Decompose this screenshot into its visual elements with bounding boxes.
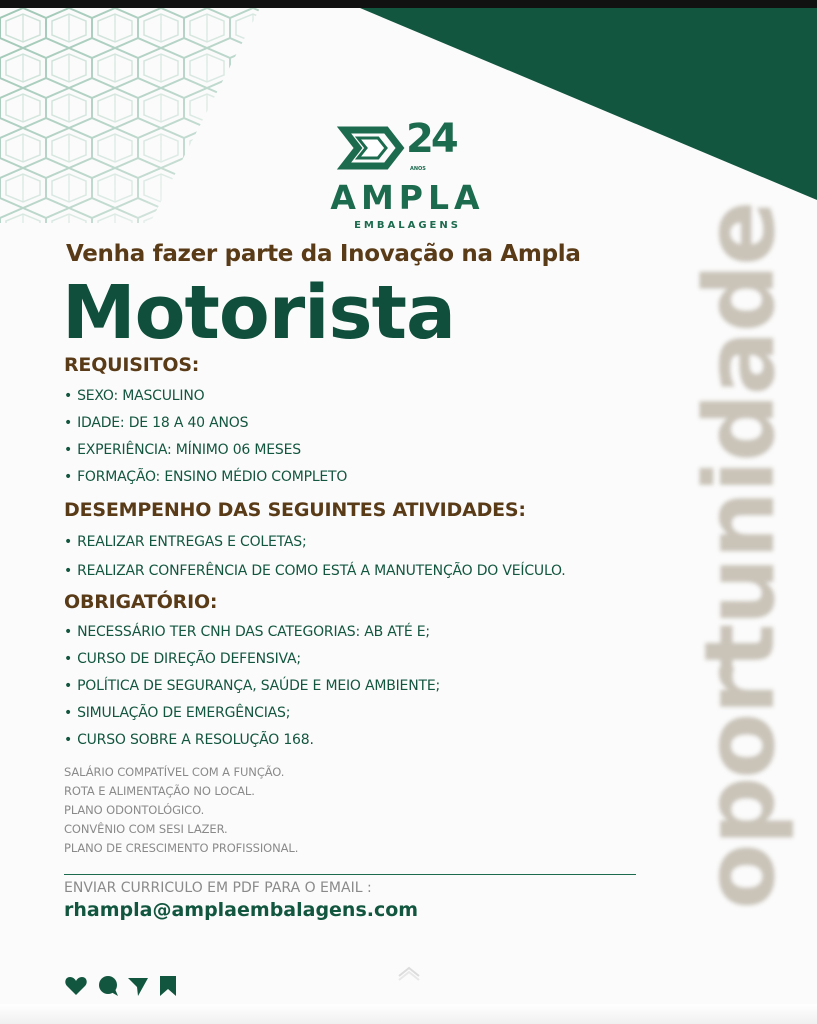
atividade-item: • REALIZAR ENTREGAS E COLETAS; [64,534,307,550]
vertical-word-oportunidade: oportunidade [684,202,796,910]
contact-email: rhampla@amplaembalagens.com [64,899,419,921]
requisito-item: • SEXO: MASCULINO [64,388,205,404]
benefit-item: CONVÊNIO COM SESI LAZER. [64,822,228,836]
contact-label: ENVIAR CURRICULO EM PDF PARA O EMAIL : [64,880,372,896]
comment-icon[interactable] [96,974,120,998]
atividade-item: • REALIZAR CONFERÊNCIA DE COMO ESTÁ A MANUTENÇÃO DO VEÍCULO. [64,563,566,579]
requisitos-heading: REQUISITOS: [64,354,200,376]
obrigatorio-item: • SIMULAÇÃO DE EMERGÊNCIAS; [64,705,291,721]
hexagon-pattern-decoration [0,8,260,223]
bookmark-icon[interactable] [156,974,180,998]
benefit-item: SALÁRIO COMPATÍVEL COM A FUNÇÃO. [64,765,285,779]
heart-icon[interactable] [64,974,88,998]
status-bar [0,0,817,8]
job-title: Motorista [62,270,455,356]
logo-years: 24 [406,116,456,162]
benefit-item: ROTA E ALIMENTAÇÃO NO LOCAL. [64,784,255,798]
logo-anos-label: ANOS [410,166,426,172]
bottom-shadow [0,1004,817,1024]
obrigatorio-item: • CURSO SOBRE A RESOLUÇÃO 168. [64,732,314,748]
requisito-item: • EXPERIÊNCIA: MÍNIMO 06 MESES [64,442,301,458]
requisito-item: • FORMAÇÃO: ENSINO MÉDIO COMPLETO [64,469,348,485]
chevron-up-icon[interactable] [395,963,423,981]
ampla-logo [320,116,495,240]
divider [64,874,636,875]
requisito-item: • IDADE: DE 18 A 40 ANOS [64,415,249,431]
tagline: Venha fazer parte da Inovação na Ampla [66,241,581,267]
job-poster [0,8,817,1024]
obrigatorio-item: • POLÍTICA DE SEGURANÇA, SAÚDE E MEIO AMBIENTE; [64,678,440,694]
benefit-item: PLANO DE CRESCIMENTO PROFISSIONAL. [64,841,299,855]
logo-sub: EMBALAGENS [354,220,461,231]
atividades-heading: DESEMPENHO DAS SEGUINTES ATIVIDADES: [64,499,526,521]
obrigatorio-item: • NECESSÁRIO TER CNH DAS CATEGORIAS: AB ATÉ E; [64,624,430,640]
obrigatorio-item: • CURSO DE DIREÇÃO DEFENSIVA; [64,651,301,667]
benefit-item: PLANO ODONTOLÓGICO. [64,803,205,817]
share-icon[interactable] [126,974,150,998]
logo-brand: AMPLA [330,178,485,217]
obrigatorio-heading: OBRIGATÓRIO: [64,591,218,613]
